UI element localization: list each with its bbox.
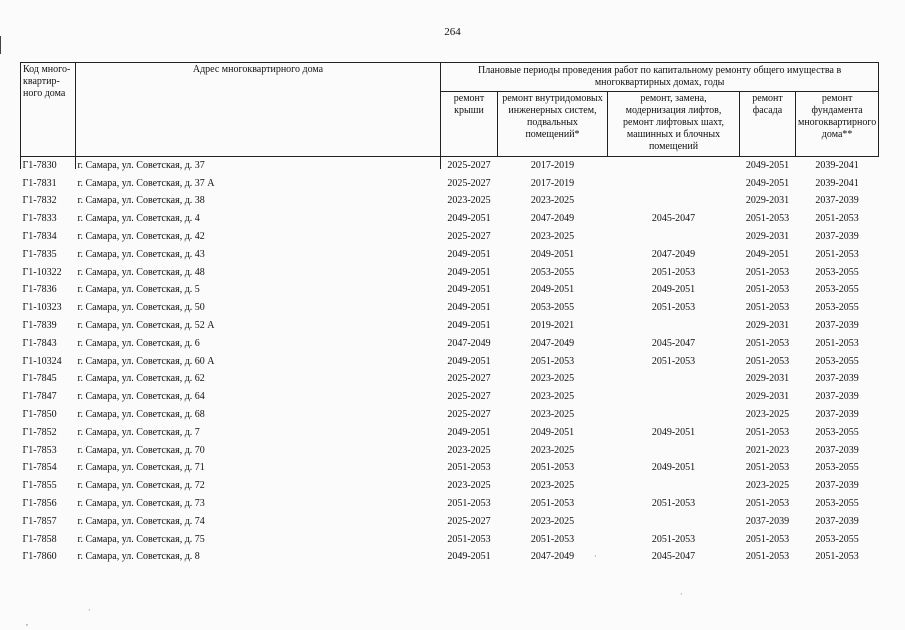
cell-foundation-period: 2053-2055 xyxy=(815,533,859,545)
cell-address: г. Самара, ул. Советская, д. 42 xyxy=(77,231,205,243)
cell-building-code: Г1-7852 xyxy=(22,426,57,438)
cell-address: г. Самара, ул. Советская, д. 75 xyxy=(77,533,205,545)
table-row xyxy=(21,246,879,264)
cell-roof-period: 2047-2049 xyxy=(447,337,491,349)
cell-building-code: Г1-10322 xyxy=(22,266,62,278)
table-row xyxy=(21,228,879,246)
cell-address: г. Самара, ул. Советская, д. 38 xyxy=(77,195,205,207)
scan-speck: · xyxy=(88,606,91,615)
table-row xyxy=(21,157,879,175)
cell-roof-period: 2049-2051 xyxy=(447,551,491,563)
cell-lifts-period: 2051-2053 xyxy=(651,498,696,510)
cell-foundation-period: 2037-2039 xyxy=(815,195,859,207)
cell-building-code: Г1-7833 xyxy=(22,213,57,225)
cell-address: г. Самара, ул. Советская, д. 68 xyxy=(77,409,205,421)
table-row xyxy=(21,299,879,317)
capital-repair-schedule-table xyxy=(20,62,879,566)
cell-facade-period: 2029-2031 xyxy=(745,391,790,403)
scan-speck: · xyxy=(594,552,597,561)
table-row xyxy=(21,531,879,549)
cell-foundation-period: 2039-2041 xyxy=(815,177,859,189)
cell-foundation-period: 2037-2039 xyxy=(815,409,859,421)
cell-facade-period: 2051-2053 xyxy=(745,337,790,349)
cell-lifts-period: 2047-2049 xyxy=(651,248,696,260)
cell-facade-period: 2049-2051 xyxy=(745,248,790,260)
cell-address: г. Самара, ул. Советская, д. 37 xyxy=(77,159,205,171)
cell-building-code: Г1-7834 xyxy=(22,231,57,243)
cell-facade-period: 2029-2031 xyxy=(745,231,790,243)
cell-foundation-period: 2051-2053 xyxy=(815,213,859,225)
cell-address: г. Самара, ул. Советская, д. 74 xyxy=(77,515,205,527)
header-facade-repair: ремонт фасада xyxy=(740,92,796,157)
cell-address: г. Самара, ул. Советская, д. 37 А xyxy=(77,177,215,189)
cell-foundation-period: 2053-2055 xyxy=(815,302,859,314)
table-row xyxy=(21,460,879,478)
table-row xyxy=(21,317,879,335)
cell-lifts-period: 2051-2053 xyxy=(651,533,696,545)
cell-lifts-period xyxy=(608,193,740,211)
cell-lifts-period: 2051-2053 xyxy=(651,355,696,367)
cell-facade-period: 2051-2053 xyxy=(745,498,790,510)
cell-address: г. Самара, ул. Советская, д. 62 xyxy=(77,373,205,385)
cell-address: г. Самара, ул. Советская, д. 50 xyxy=(77,302,205,314)
table-row xyxy=(21,175,879,193)
table-body xyxy=(21,157,879,567)
cell-roof-period: 2051-2053 xyxy=(447,533,491,545)
cell-roof-period: 2049-2051 xyxy=(447,213,491,225)
cell-lifts-period xyxy=(608,388,740,406)
cell-systems-period: 2051-2053 xyxy=(530,498,575,510)
cell-lifts-period xyxy=(608,513,740,531)
cell-systems-period: 2023-2025 xyxy=(530,231,575,243)
cell-roof-period: 2023-2025 xyxy=(447,444,491,456)
cell-building-code: Г1-7857 xyxy=(22,515,57,527)
cell-address: г. Самара, ул. Советская, д. 71 xyxy=(77,462,205,474)
cell-foundation-period: 2039-2041 xyxy=(815,159,859,171)
cell-address: г. Самара, ул. Советская, д. 72 xyxy=(77,480,205,492)
header-planned-periods: Плановые периоды проведения работ по капитальному ремонту общего имущества в многоквартирных домах, годы xyxy=(441,63,879,92)
cell-systems-period: 2049-2051 xyxy=(530,426,575,438)
cell-building-code: Г1-7860 xyxy=(22,551,57,563)
table-row xyxy=(21,424,879,442)
cell-systems-period: 2051-2053 xyxy=(530,462,575,474)
cell-systems-period: 2023-2025 xyxy=(530,409,575,421)
cell-building-code: Г1-10324 xyxy=(22,355,62,367)
cell-lifts-period: 2049-2051 xyxy=(651,462,696,474)
cell-systems-period: 2047-2049 xyxy=(530,551,575,563)
cell-foundation-period: 2037-2039 xyxy=(815,515,859,527)
cell-building-code: Г1-7854 xyxy=(22,462,57,474)
cell-systems-period: 2019-2021 xyxy=(530,320,575,332)
cell-address: г. Самара, ул. Советская, д. 7 xyxy=(77,426,200,438)
header-engineering-systems: ремонт внутридомовых инженерных систем, подвальных помещений* xyxy=(498,92,608,157)
cell-address: г. Самара, ул. Советская, д. 52 А xyxy=(77,320,215,332)
cell-building-code: Г1-7835 xyxy=(22,248,57,260)
cell-roof-period: 2051-2053 xyxy=(447,462,491,474)
table-row xyxy=(21,353,879,371)
cell-address: г. Самара, ул. Советская, д. 5 xyxy=(77,284,200,296)
table-row xyxy=(21,495,879,513)
cell-foundation-period: 2053-2055 xyxy=(815,284,859,296)
cell-lifts-period: 2049-2051 xyxy=(651,284,696,296)
cell-address: г. Самара, ул. Советская, д. 8 xyxy=(77,551,200,563)
cell-roof-period: 2025-2027 xyxy=(447,177,491,189)
scan-speck: , xyxy=(26,618,28,627)
table-row xyxy=(21,193,879,211)
cell-lifts-period: 2049-2051 xyxy=(651,426,696,438)
cell-systems-period: 2053-2055 xyxy=(530,266,575,278)
cell-building-code: Г1-7845 xyxy=(22,373,57,385)
cell-facade-period: 2021-2023 xyxy=(745,444,790,456)
cell-building-code: Г1-7830 xyxy=(22,159,57,171)
cell-foundation-period: 2037-2039 xyxy=(815,480,859,492)
cell-foundation-period: 2053-2055 xyxy=(815,498,859,510)
cell-foundation-period: 2051-2053 xyxy=(815,337,859,349)
cell-foundation-period: 2053-2055 xyxy=(815,266,859,278)
cell-address: г. Самара, ул. Советская, д. 73 xyxy=(77,498,205,510)
cell-lifts-period xyxy=(608,317,740,335)
cell-facade-period: 2037-2039 xyxy=(745,515,790,527)
cell-address: г. Самара, ул. Советская, д. 6 xyxy=(77,337,200,349)
page-number: 264 xyxy=(444,26,461,38)
table-row xyxy=(21,477,879,495)
cell-facade-period: 2049-2051 xyxy=(745,177,790,189)
table-row xyxy=(21,264,879,282)
cell-lifts-period: 2051-2053 xyxy=(651,302,696,314)
cell-foundation-period: 2037-2039 xyxy=(815,391,859,403)
cell-address: г. Самара, ул. Советская, д. 60 А xyxy=(77,355,215,367)
cell-systems-period: 2023-2025 xyxy=(530,480,575,492)
cell-roof-period: 2051-2053 xyxy=(447,498,491,510)
cell-foundation-period: 2053-2055 xyxy=(815,355,859,367)
cell-systems-period: 2017-2019 xyxy=(530,177,575,189)
cell-systems-period: 2017-2019 xyxy=(530,159,575,171)
cell-facade-period: 2023-2025 xyxy=(745,480,790,492)
cell-lifts-period xyxy=(608,228,740,246)
cell-roof-period: 2049-2051 xyxy=(447,320,491,332)
cell-facade-period: 2023-2025 xyxy=(745,409,790,421)
cell-systems-period: 2053-2055 xyxy=(530,302,575,314)
cell-systems-period: 2051-2053 xyxy=(530,533,575,545)
cell-roof-period: 2049-2051 xyxy=(447,248,491,260)
cell-lifts-period: 2045-2047 xyxy=(651,213,696,225)
table-row xyxy=(21,388,879,406)
cell-roof-period: 2025-2027 xyxy=(447,231,491,243)
cell-systems-period: 2049-2051 xyxy=(530,284,575,296)
cell-roof-period: 2049-2051 xyxy=(447,284,491,296)
cell-roof-period: 2049-2051 xyxy=(447,426,491,438)
header-address: Адрес многоквартирного дома xyxy=(76,63,441,157)
header-building-code: Код много-квартир-ного дома xyxy=(21,63,76,157)
cell-roof-period: 2025-2027 xyxy=(447,391,491,403)
cell-roof-period: 2025-2027 xyxy=(447,409,491,421)
cell-facade-period: 2051-2053 xyxy=(745,533,790,545)
cell-lifts-period xyxy=(608,442,740,460)
cell-foundation-period: 2051-2053 xyxy=(815,551,859,563)
cell-lifts-period: 2045-2047 xyxy=(651,551,696,563)
table-row xyxy=(21,406,879,424)
cell-systems-period: 2023-2025 xyxy=(530,195,575,207)
cell-lifts-period xyxy=(608,371,740,389)
cell-lifts-period xyxy=(608,175,740,193)
cell-systems-period: 2023-2025 xyxy=(530,444,575,456)
cell-facade-period: 2051-2053 xyxy=(745,462,790,474)
table-row xyxy=(21,371,879,389)
cell-systems-period: 2047-2049 xyxy=(530,213,575,225)
header-roof-repair: ремонт крыши xyxy=(441,92,498,157)
cell-foundation-period: 2037-2039 xyxy=(815,373,859,385)
cell-building-code: Г1-7853 xyxy=(22,444,57,456)
table-row xyxy=(21,442,879,460)
cell-foundation-period: 2051-2053 xyxy=(815,248,859,260)
cell-building-code: Г1-7836 xyxy=(22,284,57,296)
cell-lifts-period xyxy=(608,477,740,495)
cell-building-code: Г1-7847 xyxy=(22,391,57,403)
cell-building-code: Г1-7850 xyxy=(22,409,57,421)
cell-systems-period: 2023-2025 xyxy=(530,515,575,527)
cell-systems-period: 2023-2025 xyxy=(530,373,575,385)
cell-facade-period: 2051-2053 xyxy=(745,355,790,367)
cell-facade-period: 2051-2053 xyxy=(745,284,790,296)
cell-lifts-period xyxy=(608,406,740,424)
cell-lifts-period xyxy=(608,157,740,175)
table-row xyxy=(21,282,879,300)
scan-speck: · xyxy=(680,590,683,599)
cell-roof-period: 2049-2051 xyxy=(447,355,491,367)
cell-facade-period: 2029-2031 xyxy=(745,195,790,207)
cell-facade-period: 2029-2031 xyxy=(745,373,790,385)
cell-roof-period: 2025-2027 xyxy=(447,159,491,171)
cell-roof-period: 2049-2051 xyxy=(447,266,491,278)
cell-address: г. Самара, ул. Советская, д. 48 xyxy=(77,266,205,278)
cell-foundation-period: 2053-2055 xyxy=(815,426,859,438)
cell-address: г. Самара, ул. Советская, д. 70 xyxy=(77,444,205,456)
cell-roof-period: 2023-2025 xyxy=(447,480,491,492)
cell-systems-period: 2047-2049 xyxy=(530,337,575,349)
cell-address: г. Самара, ул. Советская, д. 43 xyxy=(77,248,205,260)
cell-systems-period: 2023-2025 xyxy=(530,391,575,403)
cell-address: г. Самара, ул. Советская, д. 4 xyxy=(77,213,200,225)
cell-roof-period: 2025-2027 xyxy=(447,373,491,385)
header-lift-repair: ремонт, замена, модернизация лифтов, ремонт лифтовых шахт, машинных и блочных помещений xyxy=(608,92,740,157)
cell-lifts-period: 2051-2053 xyxy=(651,266,696,278)
cell-facade-period: 2051-2053 xyxy=(745,426,790,438)
cell-facade-period: 2051-2053 xyxy=(745,266,790,278)
cell-building-code: Г1-7831 xyxy=(22,177,57,189)
cell-facade-period: 2051-2053 xyxy=(745,302,790,314)
table-row xyxy=(21,513,879,531)
scan-edge-mark xyxy=(0,36,1,54)
cell-building-code: Г1-7843 xyxy=(22,337,57,349)
cell-foundation-period: 2037-2039 xyxy=(815,231,859,243)
cell-systems-period: 2049-2051 xyxy=(530,248,575,260)
header-foundation-repair: ремонт фундамента многоквартирного дома** xyxy=(796,92,879,157)
cell-facade-period: 2049-2051 xyxy=(745,159,790,171)
table-row xyxy=(21,549,879,567)
cell-foundation-period: 2037-2039 xyxy=(815,320,859,332)
cell-foundation-period: 2037-2039 xyxy=(815,444,859,456)
cell-facade-period: 2029-2031 xyxy=(745,320,790,332)
table-row xyxy=(21,210,879,228)
table-row xyxy=(21,335,879,353)
cell-systems-period: 2051-2053 xyxy=(530,355,575,367)
cell-building-code: Г1-7858 xyxy=(22,533,57,545)
cell-facade-period: 2051-2053 xyxy=(745,551,790,563)
cell-building-code: Г1-7832 xyxy=(22,195,57,207)
cell-building-code: Г1-10323 xyxy=(22,302,62,314)
cell-building-code: Г1-7839 xyxy=(22,320,57,332)
cell-roof-period: 2049-2051 xyxy=(447,302,491,314)
cell-lifts-period: 2045-2047 xyxy=(651,337,696,349)
cell-roof-period: 2025-2027 xyxy=(447,515,491,527)
cell-address: г. Самара, ул. Советская, д. 64 xyxy=(77,391,205,403)
cell-foundation-period: 2053-2055 xyxy=(815,462,859,474)
cell-building-code: Г1-7856 xyxy=(22,498,57,510)
cell-roof-period: 2023-2025 xyxy=(447,195,491,207)
cell-building-code: Г1-7855 xyxy=(22,480,57,492)
cell-facade-period: 2051-2053 xyxy=(745,213,790,225)
